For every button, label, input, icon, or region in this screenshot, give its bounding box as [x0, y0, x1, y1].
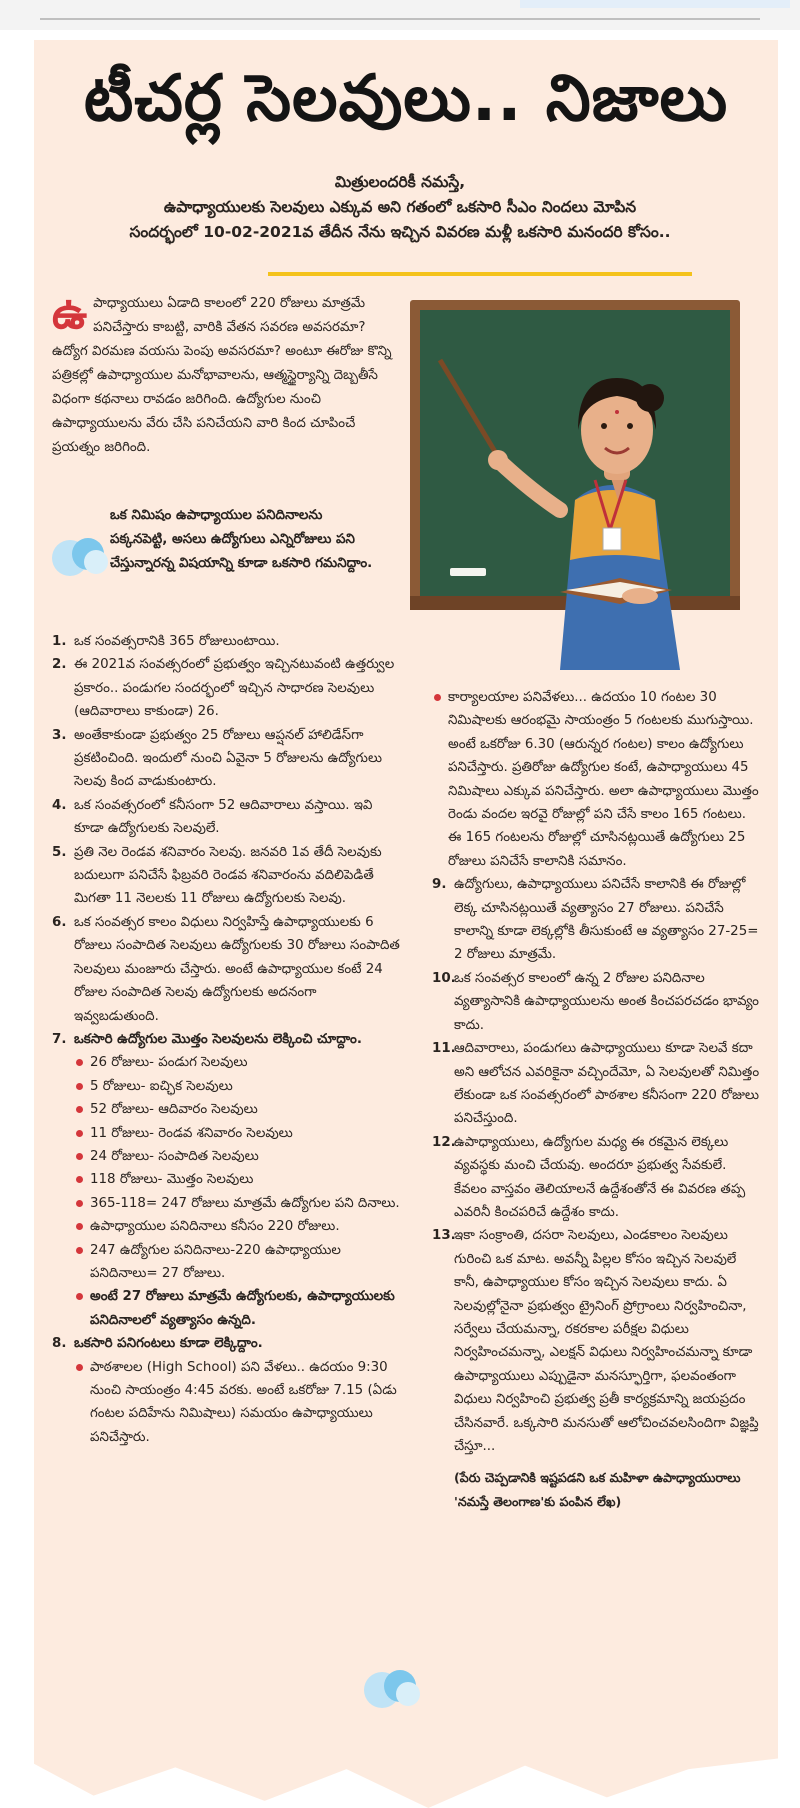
pull-quote: ఒక నిమిషం ఉపాధ్యాయుల పనిదినాలను పక్కనపెట్టి, అసలు ఉద్యోగులు ఎన్నిరోజులు పని చేస్తున్నారన్న విషయాన్ని కూడా ఒకసారి గమనిద్దాం.	[110, 508, 373, 571]
list-item	[52, 794, 400, 841]
list-item	[52, 724, 400, 794]
item-number: 11.	[432, 1041, 456, 1057]
browser-top-strip	[0, 0, 800, 30]
lede-text: పాధ్యాయులు ఏడాది కాలంలో 220 రోజులు మాత్రమే పనిచేస్తారు కాబట్టి, వారికి వేతన సవరణ అవసరమా? ఉద్యోగ విరమణ వయసు పెంపు అవసరమా? అంటూ ఈరోజు కొన్ని పత్రికల్లో ఉపాధ్యాయుల మనోభావాలను, ఆత్మస్థైర్యాన్ని దెబ్బతీసే విధంగా కథనాలు రావడం జరిగింది. ఉద్యోగుల నుంచి ఉపాధ్యాయులను వేరు చేసి పనిచేయని వారి కింద చూపించే ప్రయత్నం జరిగింది.	[52, 296, 392, 455]
item-text: ఉద్యోగులు, ఉపాధ్యాయులు పనిచేసే కాలానికి ఈ రోజుల్లో లెక్క చూసినట్లయితే వ్యత్యాసం 27 రోజులు. పనిచేసే కాలాన్ని కూడా లెక్కల్లోకి తీసుకుంటే ఆ వ్యత్యాసం 27-25= 2 రోజులు మాత్రమే.	[454, 877, 759, 963]
item-number: 9.	[432, 877, 447, 893]
bullet-item: 365-118= 247 రోజులు మాత్రమే ఉద్యోగుల పని దినాలు.	[74, 1192, 400, 1215]
right-column-list	[432, 686, 762, 1514]
drop-cap: ఉ	[52, 288, 88, 339]
list-item	[52, 630, 400, 653]
intro-line-3: సందర్భంలో 10-02-2021వ తేదీన నేను ఇచ్చిన వివరణ మళ్లీ ఒకసారి మనందరి కోసం..	[129, 223, 671, 241]
list-item	[432, 1224, 762, 1458]
item-text: అంతేకాకుండా ప్రభుత్వం 25 రోజులు ఆప్షనల్ హాలిడేస్‌గా ప్రకటించింది. ఇందులో నుంచి ఏవైనా 5 రోజులను ఉద్యోగులు సెలవు కింద వాడుకుంటారు.	[74, 727, 383, 790]
item-number: 7.	[52, 1031, 67, 1047]
bullet-item: అంటే 27 రోజులు మాత్రమే ఉద్యోగులకు, ఉపాధ్యాయులకు పనిదినాలలో వ్యత్యాసం ఉన్నది.	[74, 1285, 400, 1332]
list-item	[432, 1037, 762, 1131]
quote-bubble-icon	[360, 1660, 430, 1712]
bullet-item: 24 రోజులు- సంపాదిత సెలవులు	[74, 1145, 400, 1168]
item-number: 3.	[52, 727, 67, 743]
item-text: ప్రతి నెల రెండవ శనివారం సెలవు. జనవరి 1వ తేదీ సెలవుకు బదులుగా పనిచేసే ఫిబ్రవరి రెండవ శనివారంను వదిలిపెడితే మిగతా 11 నెలలకు 11 రోజులు ఉద్యోగులకు సెలవు.	[74, 844, 382, 907]
item-number: 5.	[52, 844, 67, 860]
bullet-item: 52 రోజులు- ఆదివారం సెలవులు	[74, 1098, 400, 1121]
item-number: 13.	[432, 1228, 456, 1244]
teacher-illustration	[410, 300, 740, 670]
item-text: ఒక సంవత్సరంలో కనీసంగా 52 ఆదివారాలు వస్తాయి. ఇవి కూడా ఉద్యోగులకు సెలవులే.	[74, 797, 373, 837]
item-text: ఉపాధ్యాయులు, ఉద్యోగుల మధ్య ఈ రకమైన లెక్కలు వ్యవస్థకు మంచి చేయవు. అందరూ ప్రభుత్వ సేవకులే. కేవలం వాస్తవం తెలియాలనే ఉద్దేశంతోనే ఈ వివరణ తప్ప ఎవరినీ కించపరిచే ఉద్దేశం కాదు.	[454, 1134, 746, 1220]
item-text: ఒకసారి ఉద్యోగుల మొత్తం సెలవులను లెక్కించి చూద్దాం.	[74, 1031, 362, 1047]
item-number: 8.	[52, 1336, 67, 1352]
left-column-list	[52, 630, 400, 1449]
list-item	[52, 1028, 400, 1332]
item-text: ఈ 2021వ సంవత్సరంలో ప్రభుత్వం ఇచ్చినటువంటి ఉత్తర్వుల ప్రకారం.. పండుగల సందర్భంలో ఇచ్చిన సాధారణ సెలవులు (ఆదివారాలు కాకుండా) 26.	[74, 657, 395, 720]
item-text: ఒక సంవత్సర కాలంలో ఉన్న 2 రోజుల పనిదినాల వ్యత్యాసానికి ఉపాధ్యాయులను అంత కించపరచడం భావ్యం కాదు.	[454, 970, 759, 1033]
list-item	[432, 967, 762, 1037]
intro-underline	[268, 272, 692, 276]
bullet-item: 5 రోజులు- ఐచ్ఛిక సెలవులు	[74, 1075, 400, 1098]
bullet-item: 247 ఉద్యోగుల పనిదినాలు-220 ఉపాధ్యాయుల పనిదినాలు= 27 రోజులు.	[74, 1239, 400, 1286]
bullet-item: 26 రోజులు- పండుగ సెలవులు	[74, 1051, 400, 1074]
list-item	[52, 841, 400, 911]
intro-block	[40, 170, 760, 245]
author-signature: (పేరు చెప్పడానికి ఇష్టపడని ఒక మహిళా ఉపాధ్యాయురాలు 'నమస్తే తెలంగాణ'కు పంపిన లేఖ)	[454, 1470, 741, 1510]
intro-greeting: మిత్రులందరికీ నమస్తే,	[334, 173, 466, 191]
list-item	[432, 1131, 762, 1225]
item-number: 12.	[432, 1134, 456, 1150]
bullet-item: కార్యాలయాల పనివేళలు... ఉదయం 10 గంటల 30 నిమిషాలకు ఆరంభమై సాయంత్రం 5 గంటలకు ముగుస్తాయి. అంటే ఒకరోజు 6.30 (ఆరున్నర గంటల) కాలం ఉద్యోగులు పనిచేస్తారు. ప్రతిరోజు ఉద్యోగుల కంటే, ఉపాధ్యాయులు 45 నిమిషాలు ఎక్కువ పనిచేస్తారు. అలా ఉపాధ్యాయులు మొత్తం రెండు వందల ఇరవై రోజుల్లో పని చేసే కాలం 165 గంటలు. ఈ 165 గంటలను రోజుల్లో చూసినట్లయితే ఉద్యోగులు 25 రోజులు పనిచేసే కాలానికి సమానం.	[432, 686, 762, 873]
bullet-item: 118 రోజులు- మొత్తం సెలవులు	[74, 1168, 400, 1191]
headline: టీచర్ల సెలవులు.. నిజాలు	[83, 62, 729, 136]
item-text: ఇకా సంక్రాంతి, దసరా సెలవులు, ఎండకాలం సెలవులు గురించి ఒక మాట. అవన్నీ పిల్లల కోసం ఇచ్చిన సెలవులే కానీ, ఉపాధ్యాయుల కోసం ఇచ్చిన సెలవులు కాదు. ఏ సెలవుల్లోనైనా ప్రభుత్వం ట్రైనింగ్ ప్రోగ్రాంలు నిర్వహించినా, సర్వేలు చేయమన్నా, రకరకాల పరీక్షల విధులు నిర్వహించమన్నా, ఎలక్షన్ విధులు నిర్వహించమన్నా కూడా ఉపాధ్యాయులు ఎప్పుడైనా మనస్ఫూర్తిగా, ఫలవంతంగా విధులు నిర్వహించి ప్రభుత్వ ప్రతీ కార్యక్రమాన్ని జయప్రదం చేసినవారే. ఒక్కసారి మనసుతో ఆలోచించవలసిందిగా విజ్ఞప్తి చేస్తూ...	[454, 1228, 759, 1454]
item-number: 10.	[432, 970, 456, 986]
item-number: 4.	[52, 797, 67, 813]
item-number: 2.	[52, 657, 67, 673]
item-number: 1.	[52, 634, 67, 649]
list-item	[52, 653, 400, 723]
item-number: 6.	[52, 914, 67, 930]
list-item	[52, 1332, 400, 1449]
item-text: ఒకసారి పనిగంటలు కూడా లెక్కిద్దాం.	[74, 1336, 263, 1352]
list-item	[432, 873, 762, 967]
quote-bubble-icon	[48, 528, 118, 580]
lede-paragraph	[52, 288, 397, 460]
bullet-item: పాఠశాలల (High School) పని వేళలు.. ఉదయం 9:30 నుంచి సాయంత్రం 4:45 వరకు. అంటే ఒకరోజు 7.15 (ఏడు గంటల పదిహేను నిమిషాలు) సమయం ఉపాధ్యాయులు పనిచేస్తారు.	[74, 1356, 400, 1450]
item-text: ఆదివారాలు, పండుగలు ఉపాధ్యాయులు కూడా సెలవే కదా అని ఆలోచన ఎవరికైనా వచ్చిందేమో, ఏ సెలవులతో నిమిత్తం లేకుండా ఒక సంవత్సరంలో పాఠశాల కనీసంగా 220 రోజులు పనిచేస్తుంది.	[454, 1041, 760, 1127]
intro-line-2: ఉపాధ్యాయులకు సెలవులు ఎక్కువ అని గతంలో ఒకసారి సీఎం నిందలు మోపిన	[163, 198, 637, 216]
item-text: ఒక సంవత్సర కాలం విధులు నిర్వహిస్తే ఉపాధ్యాయులకు 6 రోజులు సంపాదిత సెలవులు ఉద్యోగులకు 30 రోజులు సంపాదిత సెలవులు మంజూరు చేస్తారు. అంటే ఉపాధ్యాయుల కంటే 24 రోజుల సంపాదిత సెలవు ఉద్యోగులకు అదనంగా ఇవ్వబడుతుంది.	[74, 914, 400, 1024]
bullet-item: ఉపాధ్యాయుల పనిదినాలు కనీసం 220 రోజులు.	[74, 1215, 400, 1238]
bullet-item: 11 రోజులు- రెండవ శనివారం సెలవులు	[74, 1122, 400, 1145]
item-text: ఒక సంవత్సరానికి 365 రోజులుంటాయి.	[74, 634, 280, 649]
list-item	[52, 911, 400, 1028]
